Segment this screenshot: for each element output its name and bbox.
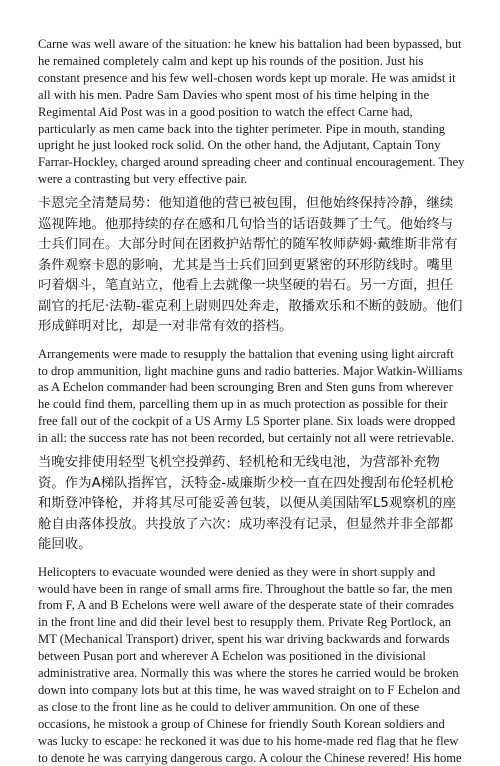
paragraph-english-2: Arrangements were made to resupply the battalion that evening using light aircraft to drop ammunition, light machine guns and radio batteries. Major Watkin-Williams as A Echelon commander had been scrounging Bren and Sten guns from wherever he could find them, parcelling them up in as much protection as possible for their free fall out of the cockpit of a US Army L5 Sporter plane. Six loads were dropped in all: the success rate has not been recorded, but certainly not all were retrievable.: [38, 346, 463, 446]
document-page: [38, 36, 466, 766]
paragraph-chinese-1: 卡恩完全清楚局势：他知道他的营已被包围，但他始终保持冷静，继续巡视阵地。他那持续的存在感和几句恰当的话语鼓舞了士气。他始终与士兵们同在。大部分时间在团救护站帮忙的随军牧师萨姆·戴维斯非常有条件观察卡恩的影响，尤其是当士兵们回到更紧密的环形防线时。嘴里叼着烟斗，笔直站立，他看上去就像一块坚硬的岩石。另一方面，担任副官的托尼·法勒-霍克利上尉则四处奔走，散播欢乐和不断的鼓励。他们形成鲜明对比，却是一对非常有效的搭档。: [38, 196, 463, 335]
paragraph-english-1: Carne was well aware of the situation: he knew his battalion had been bypassed, but he remained completely calm and kept up his rounds of the position. Just his constant presence and his few well-chosen words kept up morale. He was amidst it all with his men. Padre Sam Davies who spent most of his time helping in the Regimental Aid Post was in a good position to watch the effect Carne had, particularly as men came back into the tighter perimeter. Pipe in mouth, standing upright he just looked rock solid. On the other hand, the Adjutant, Captain Tony Farrar-Hockley, charged around spreading cheer and continual encouragement. They were a contrasting but very effective pair.: [38, 37, 465, 187]
paragraph-chinese-2: 当晚安排使用轻型飞机空投弹药、轻机枪和无线电池，为营部补充物资。作为A梯队指挥官，沃特金-威廉斯少校一直在四处搜刮布伦轻机枪和斯登冲锋枪，并将其尽可能妥善包装，以便从美国陆军L5观察机的座舱自由落体投放。共投放了六次：成功率没有记录，但显然并非全部都能回收。: [38, 455, 456, 553]
paragraph-english-3: Helicopters to evacuate wounded were denied as they were in short supply and would have been in range of small arms fire. Throughout the battle so far, the men from F, A and B Echelons were well aware of the desperate state of their comrades in the front line and did their level best to resupply them. Private Reg Portlock, an MT (Mechanical Transport) driver, spent his war driving backwards and forwards between Pusan port and wherever A Echelon was positioned in the divisional administrative area. Normally this was where the stores he carried would be broken down into company lots but at this time, he was waved straight on to F Echelon and as close to the front line as he could to deliver ammunition. On one of these occasions, he mistook a group of Chinese for friendly South Korean soldiers and was lucky to escape: he reckoned it was due to his home-made red flag that he flew to denote he was carrying dangerous cargo. A colour the Chinese revered! His home: [38, 564, 462, 765]
